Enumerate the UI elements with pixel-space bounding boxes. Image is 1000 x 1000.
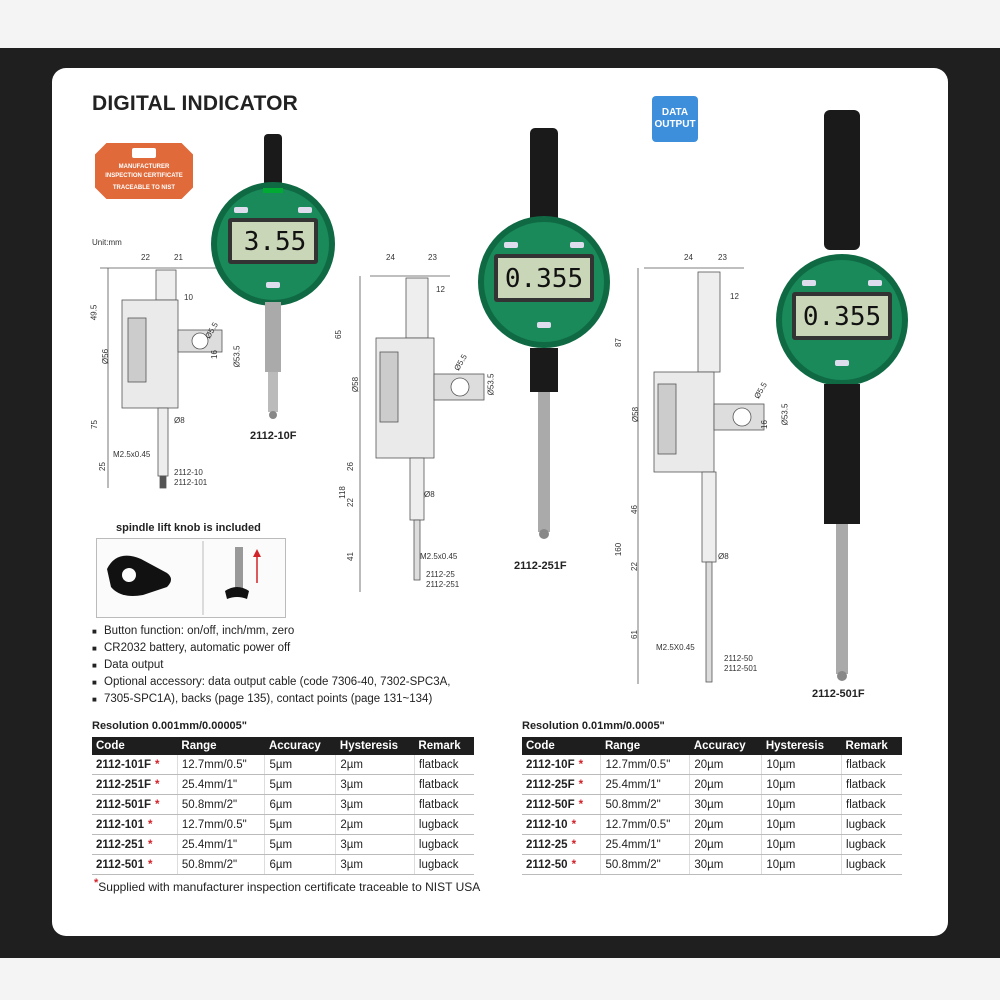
table-cell: 5µm	[265, 835, 336, 855]
code-cell	[92, 855, 177, 875]
nist-star: *	[571, 818, 577, 831]
lift-knob-image	[96, 538, 286, 618]
code-cell	[522, 815, 601, 835]
table-cell: 25.4mm/1"	[601, 775, 690, 795]
table-row	[522, 755, 902, 775]
nist-star: *	[571, 838, 577, 851]
table-cell: 20µm	[690, 775, 762, 795]
dim3-thread: M2.5X0.45	[656, 643, 695, 652]
drawing3-codes	[724, 654, 757, 674]
table-cell: flatback	[842, 795, 902, 815]
footnote-star: *	[94, 877, 99, 889]
table-row	[92, 855, 474, 875]
table-cell: 25.4mm/1"	[601, 835, 690, 855]
table-cell: lugback	[842, 815, 902, 835]
code-cell	[522, 795, 601, 815]
table-row	[522, 835, 902, 855]
table-cell: 5µm	[265, 755, 336, 775]
table-row	[522, 795, 902, 815]
drawing3-code-a: 2112-50	[724, 654, 753, 663]
code-text: 2112-501	[96, 858, 144, 871]
table-row	[92, 755, 474, 775]
table-cell: 3µm	[336, 795, 415, 815]
dim2-w2: 23	[428, 253, 437, 262]
table-cell: 12.7mm/0.5"	[601, 815, 690, 835]
drawing2-codes	[426, 570, 459, 590]
footnote-text: Supplied with manufacturer inspection certificate traceable to NIST USA	[98, 880, 481, 894]
dim3-w1: 24	[684, 253, 693, 262]
table-cell: 6µm	[265, 855, 336, 875]
code-text: 2112-25	[526, 838, 568, 851]
display-2112-501F: 0.355	[802, 302, 882, 332]
dim2-h4: 22	[345, 498, 355, 507]
table-row	[92, 835, 474, 855]
table-row	[522, 855, 902, 875]
dim1-back: Ø53.5	[232, 345, 242, 368]
table-cell: 50.8mm/2"	[601, 855, 690, 875]
dim2-h5: 41	[345, 552, 355, 561]
dim1-screw: Ø5.5	[203, 320, 220, 341]
dim2-h1: 65	[333, 330, 343, 339]
nist-star: *	[578, 798, 584, 811]
column-header: Accuracy	[690, 737, 762, 755]
data-output-badge	[652, 96, 698, 142]
table-cell: flatback	[414, 755, 474, 775]
cert-line1: MANUFACTURER	[118, 164, 170, 170]
dim3-w2: 23	[718, 253, 727, 262]
table-cell: 2µm	[336, 815, 415, 835]
column-header: Hysteresis	[336, 737, 415, 755]
table-header-row	[522, 737, 902, 755]
dim2-w1: 24	[386, 253, 395, 262]
code-cell	[92, 775, 177, 795]
table-cell: lugback	[414, 835, 474, 855]
dim3-h3: 160	[614, 542, 624, 557]
dim2-h2: 26	[345, 462, 355, 471]
table-cell: 30µm	[690, 855, 762, 875]
cert-line2: INSPECTION CERTIFICATE	[105, 173, 183, 179]
display-2112-251F: 0.355	[504, 264, 584, 294]
code-text: 2112-101	[96, 818, 144, 831]
table-cell: 25.4mm/1"	[177, 835, 265, 855]
dim3-screwh: 16	[759, 420, 769, 429]
dim3-back: Ø53.5	[780, 403, 790, 426]
dim2-thread: M2.5x0.45	[420, 552, 458, 561]
column-header: Code	[522, 737, 601, 755]
table-cell: 50.8mm/2"	[177, 795, 265, 815]
dim1-top: 10	[184, 293, 193, 302]
table-cell: 10µm	[762, 855, 842, 875]
table-cell: 12.7mm/0.5"	[177, 815, 265, 835]
table-cell: lugback	[414, 855, 474, 875]
table-row	[522, 815, 902, 835]
dim3-stem: Ø8	[718, 552, 729, 561]
table-cell: flatback	[414, 775, 474, 795]
code-text: 2112-25F	[526, 778, 575, 791]
table-row	[92, 795, 474, 815]
table-cell: lugback	[414, 815, 474, 835]
table-cell: 12.7mm/0.5"	[177, 755, 265, 775]
table-cell: 20µm	[690, 755, 762, 775]
dim1-stem: Ø8	[174, 416, 185, 425]
indicator-2112-251F	[474, 126, 614, 546]
table-cell: 5µm	[265, 775, 336, 795]
label-2112-10F: 2112-10F	[250, 430, 297, 442]
nist-star: *	[155, 778, 160, 791]
code-cell	[522, 855, 601, 875]
table-cell: flatback	[842, 775, 902, 795]
certificate-shape-icon	[92, 140, 196, 202]
code-cell	[92, 815, 177, 835]
technical-drawing-3	[614, 264, 784, 694]
nist-star: *	[155, 758, 160, 771]
table-cell: 10µm	[762, 795, 842, 815]
dim3-h2: 46	[629, 505, 639, 514]
code-text: 2112-501F	[96, 798, 151, 811]
nist-star: *	[147, 818, 153, 831]
nist-star: *	[571, 858, 577, 871]
drawing2-code-a: 2112-25	[426, 570, 455, 579]
table-cell: 5µm	[265, 815, 336, 835]
code-text: 2112-10F	[526, 758, 575, 771]
code-text: 2112-251	[96, 838, 144, 851]
indicator-2112-10F	[208, 132, 338, 422]
cert-line3: TRACEABLE TO NIST	[112, 185, 176, 191]
table-cell: lugback	[842, 835, 902, 855]
table-cell: 12.7mm/0.5"	[601, 755, 690, 775]
display-2112-10F: 3.55	[243, 227, 307, 257]
column-header: Range	[601, 737, 690, 755]
feature-item: ■ Data output	[92, 657, 532, 674]
table-right-caption: Resolution 0.01mm/0.0005"	[522, 720, 665, 732]
indicator-2112-501F	[776, 108, 910, 684]
table-left-caption: Resolution 0.001mm/0.00005"	[92, 720, 248, 732]
dim2-stem: Ø8	[424, 490, 435, 499]
table-cell: 30µm	[690, 795, 762, 815]
dim2-top: 12	[436, 285, 445, 294]
unit-label: Unit:mm	[92, 238, 122, 247]
column-header: Accuracy	[265, 737, 336, 755]
dim2-screw: Ø5.5	[452, 352, 469, 373]
table-cell: flatback	[414, 795, 474, 815]
table-cell: 20µm	[690, 835, 762, 855]
certificate-badge	[92, 140, 196, 202]
feature-list	[92, 623, 532, 708]
column-header: Hysteresis	[762, 737, 842, 755]
nist-star: *	[578, 778, 584, 791]
table-cell: 25.4mm/1"	[177, 775, 265, 795]
dim1-h1: 49.5	[89, 304, 99, 321]
table-cell: 50.8mm/2"	[177, 855, 265, 875]
code-cell	[92, 835, 177, 855]
code-text: 2112-101F	[96, 758, 151, 771]
drawing1-code-a: 2112-10	[174, 468, 203, 477]
badge-line2: OUTPUT	[654, 119, 696, 130]
nist-star: *	[147, 858, 153, 871]
dim3-h1: 87	[613, 338, 623, 347]
table-cell: 3µm	[336, 835, 415, 855]
drawing1-codes	[174, 468, 207, 488]
feature-item: ■ CR2032 battery, automatic power off	[92, 640, 532, 657]
table-cell: 50.8mm/2"	[601, 795, 690, 815]
table-row	[92, 775, 474, 795]
code-cell	[522, 835, 601, 855]
dim2-back: Ø53.5	[486, 373, 496, 396]
dim3-top: 12	[730, 292, 739, 301]
dim1-screwh: 16	[209, 350, 219, 359]
column-header: Code	[92, 737, 177, 755]
code-cell	[522, 775, 601, 795]
table-cell: 2µm	[336, 755, 415, 775]
drawing2-code-b: 2112-251	[426, 580, 460, 589]
table-cell: 10µm	[762, 815, 842, 835]
table-cell: 10µm	[762, 835, 842, 855]
column-header: Remark	[414, 737, 474, 755]
column-header: Remark	[842, 737, 902, 755]
nist-star: *	[578, 758, 584, 771]
table-cell: 20µm	[690, 815, 762, 835]
table-row	[92, 815, 474, 835]
table-header-row	[92, 737, 474, 755]
dim3-h5: 61	[629, 630, 639, 639]
dim1-h3: 25	[97, 462, 107, 471]
table-row	[522, 775, 902, 795]
code-cell	[92, 755, 177, 775]
lift-knob-caption: spindle lift knob is included	[116, 522, 261, 534]
code-text: 2112-50F	[526, 798, 575, 811]
dim3-h4: 22	[629, 562, 639, 571]
drawing1-code-b: 2112-101	[174, 478, 208, 487]
spec-table-right	[522, 737, 902, 875]
lift-knob-icon	[97, 539, 285, 617]
feature-item-continued: ■ 7305-SPC1A), backs (page 135), contact points (page 131~134)	[92, 691, 532, 708]
table-cell: 10µm	[762, 755, 842, 775]
dim1-h2: 75	[89, 420, 99, 429]
spec-table-left	[92, 737, 474, 875]
table-cell: flatback	[842, 755, 902, 775]
dim1-w1: 22	[141, 253, 150, 262]
dim3-screw: Ø5.5	[752, 380, 769, 401]
label-2112-501F: 2112-501F	[812, 688, 865, 700]
table-cell: 10µm	[762, 775, 842, 795]
label-2112-251F: 2112-251F	[514, 560, 567, 572]
dim2-dia: Ø58	[351, 376, 361, 393]
code-cell	[92, 795, 177, 815]
nist-star: *	[155, 798, 160, 811]
dim2-h3: 118	[337, 486, 347, 499]
code-text: 2112-251F	[96, 778, 151, 791]
dim1-dia: Ø56	[101, 348, 111, 365]
dim1-w2: 21	[174, 253, 183, 262]
dim1-thread: M2.5x0.45	[113, 450, 151, 459]
table-cell: 3µm	[336, 775, 415, 795]
page-title: DIGITAL INDICATOR	[92, 92, 299, 115]
table-cell: 3µm	[336, 855, 415, 875]
feature-item: ■ Button function: on/off, inch/mm, zero	[92, 623, 532, 640]
feature-item: ■ Optional accessory: data output cable (code 7306-40, 7302-SPC3A,	[92, 674, 532, 691]
badge-line1: DATA	[661, 107, 689, 118]
table-cell: 6µm	[265, 795, 336, 815]
code-text: 2112-50	[526, 858, 568, 871]
column-header: Range	[177, 737, 265, 755]
table-cell: lugback	[842, 855, 902, 875]
code-text: 2112-10	[526, 818, 568, 831]
nist-star: *	[147, 838, 153, 851]
drawing3-code-b: 2112-501	[724, 664, 758, 673]
footnote	[94, 877, 481, 894]
code-cell	[522, 755, 601, 775]
dim3-dia: Ø58	[631, 406, 641, 423]
